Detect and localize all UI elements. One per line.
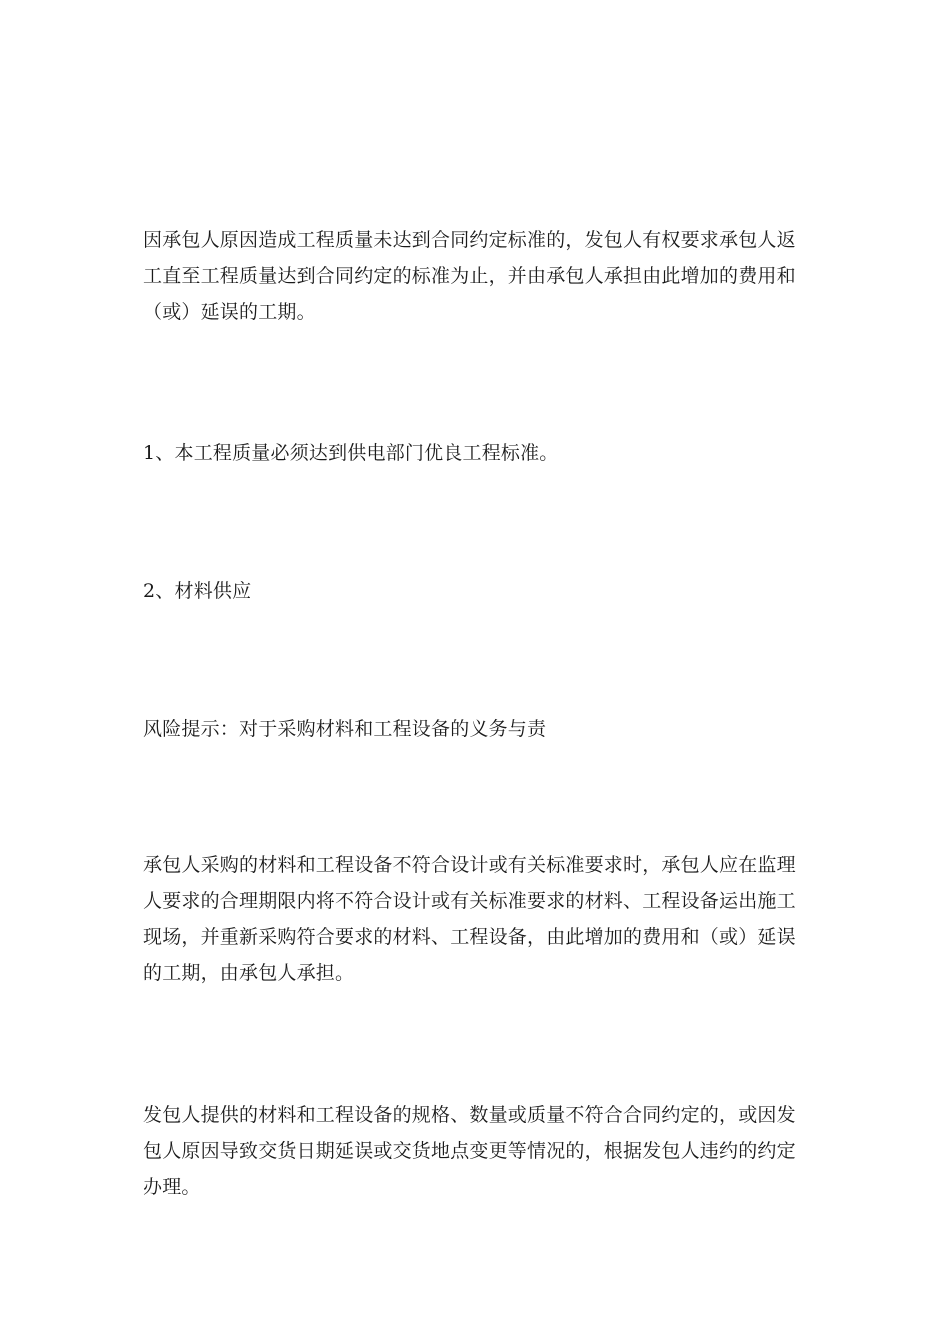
paragraph-quality-standard: 1、本工程质量必须达到供电部门优良工程标准。 (143, 442, 559, 464)
paragraph-contractor-quality-rework: 因承包人原因造成工程质量未达到合同约定标准的，发包人有权要求承包人返工直至工程质量达到合同约定的标准为止，并由承包人承担由此增加的费用和（或）延误的工期。 (143, 229, 796, 323)
paragraph-contractor-materials: 承包人采购的材料和工程设备不符合设计或有关标准要求时，承包人应在监理人要求的合理期限内将不符合设计或有关标准要求的材料、工程设备运出施工现场，并重新采购符合要求的材料、工程设备，由此增加的费用和（或）延误的工期，由承包人承担。 (143, 854, 796, 984)
risk-notice: 风险提示：对于采购材料和工程设备的义务与责 (143, 718, 547, 740)
paragraph-employer-materials: 发包人提供的材料和工程设备的规格、数量或质量不符合合同约定的，或因发包人原因导致交货日期延误或交货地点变更等情况的，根据发包人违约的约定办理。 (143, 1104, 796, 1198)
section-heading-material-supply: 2、材料供应 (143, 580, 252, 602)
